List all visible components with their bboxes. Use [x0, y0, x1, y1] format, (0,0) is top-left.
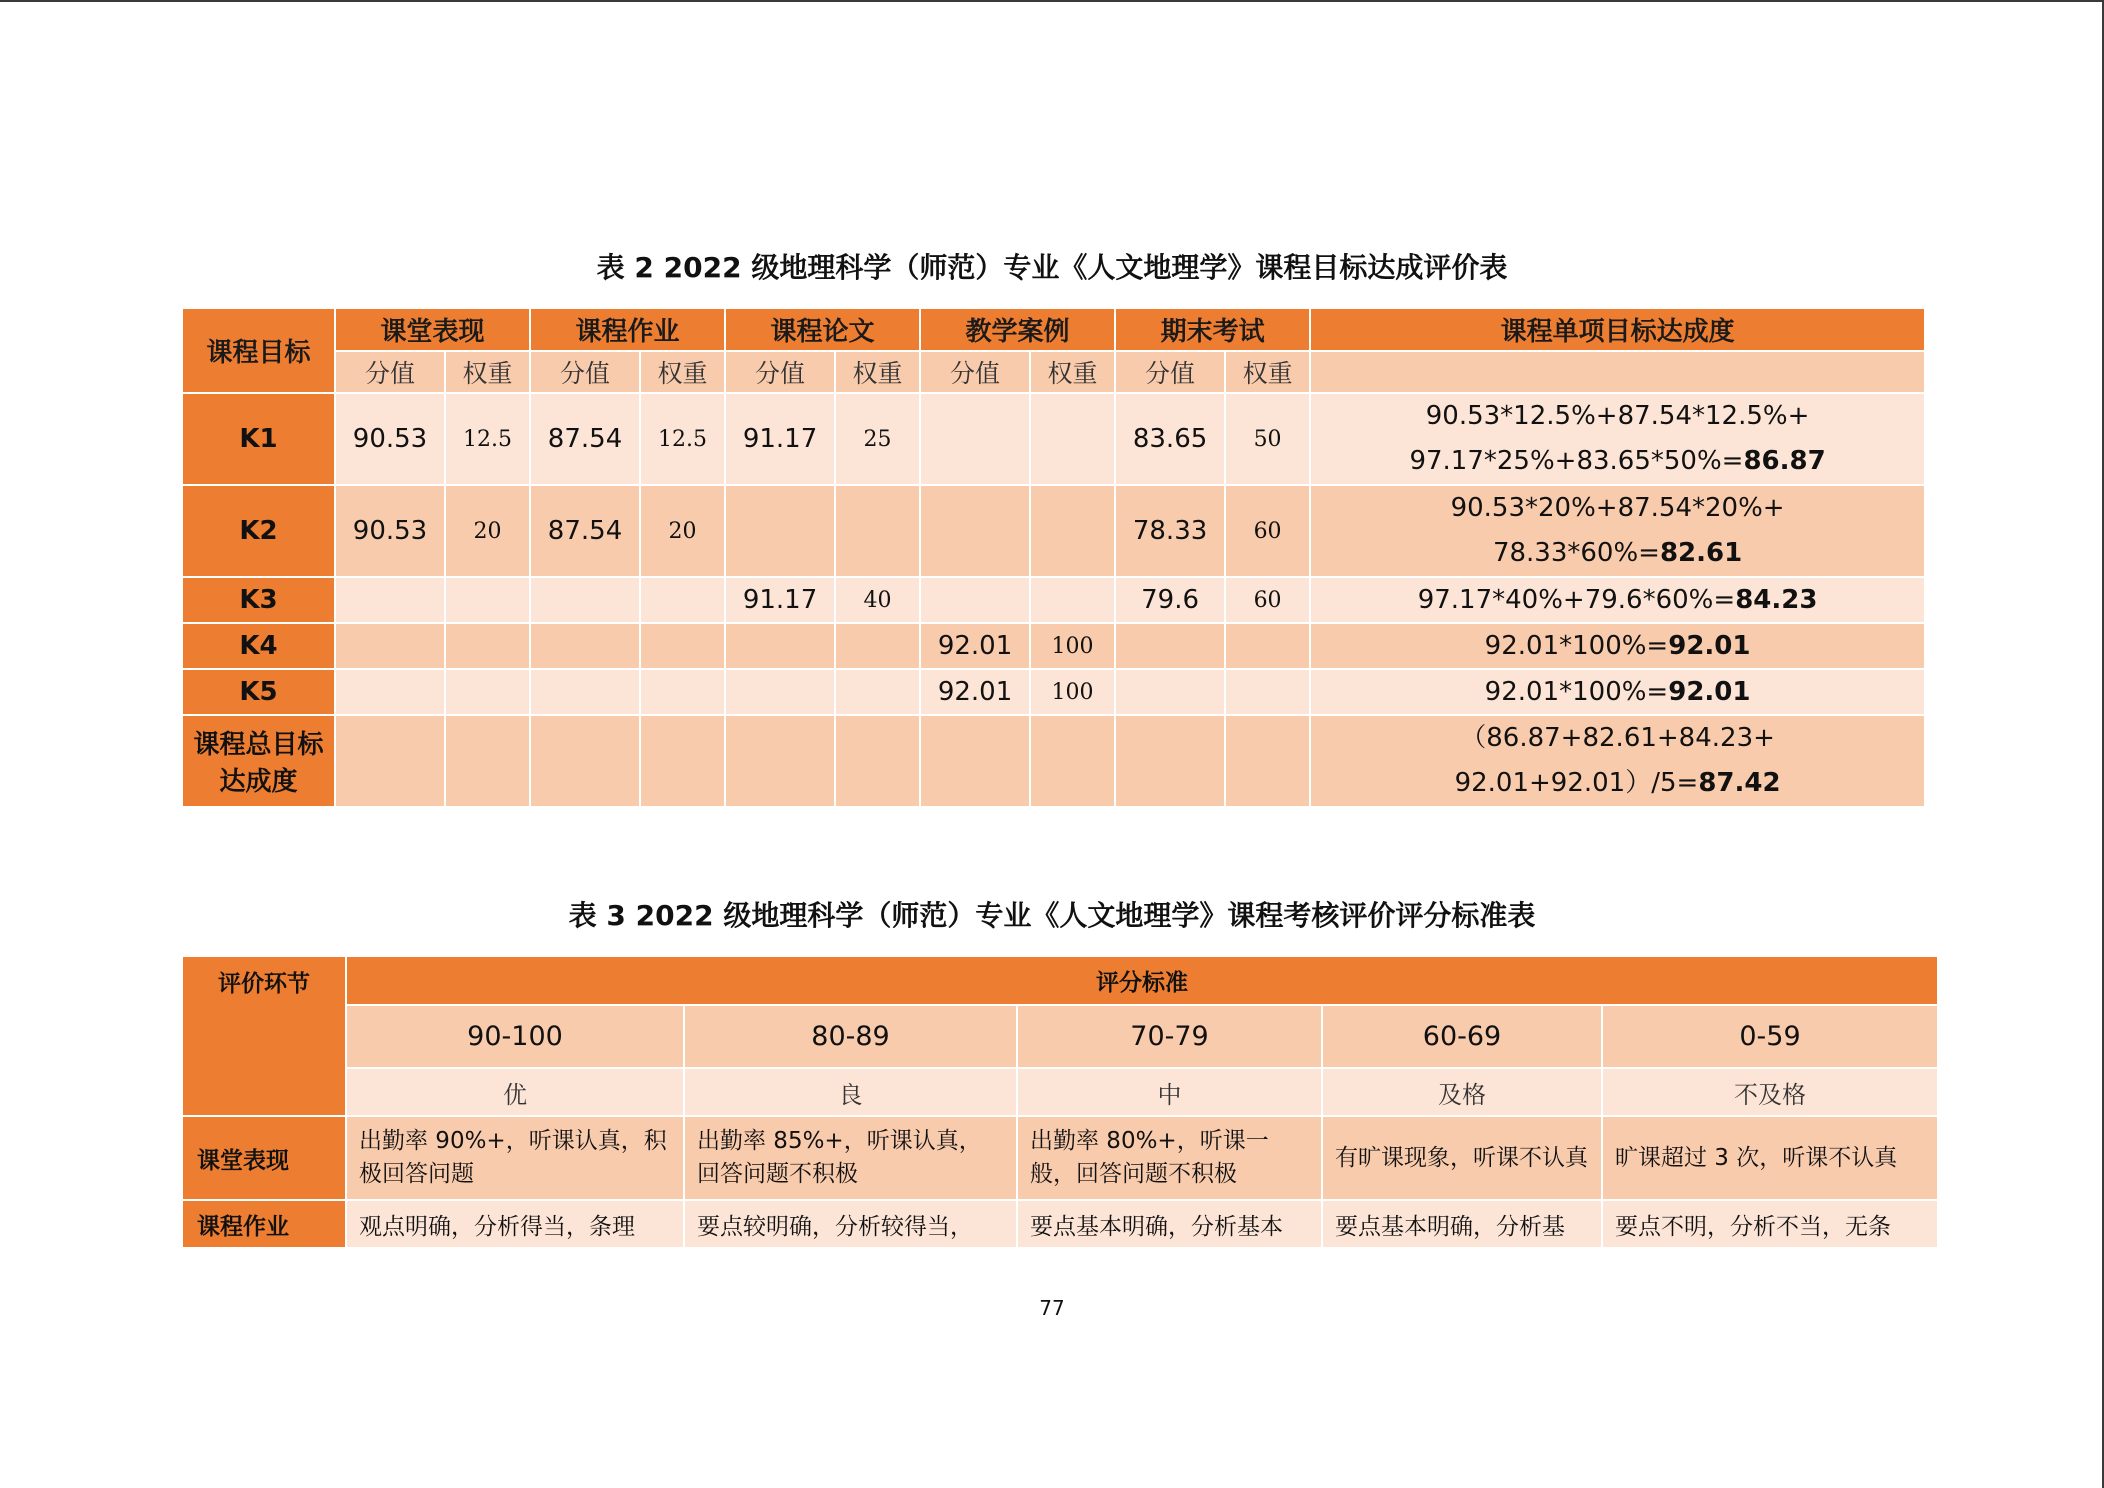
grading-criteria-table: [181, 955, 1939, 1249]
criteria-cell: 旷课超过 3 次，听课不认真: [1602, 1116, 1938, 1200]
grade-range: 80-89: [684, 1005, 1017, 1068]
result-cell: [1310, 623, 1925, 669]
cell: [725, 669, 835, 715]
result-cell: [1310, 577, 1925, 623]
cell: [530, 715, 640, 807]
score-subheader: 分值: [335, 351, 445, 393]
row-label: K4: [182, 623, 335, 669]
grade-range: 60-69: [1322, 1005, 1602, 1068]
table-row: [182, 1200, 1938, 1248]
corner-header: 评价环节: [182, 956, 346, 1116]
row-label: K2: [182, 485, 335, 577]
result-cell: [1310, 393, 1925, 485]
cell: [835, 669, 920, 715]
cell: 60: [1225, 577, 1310, 623]
result-value: 82.61: [1659, 538, 1743, 568]
table-row: [182, 485, 1925, 577]
result-value: 92.01: [1668, 677, 1751, 707]
cell: 100: [1030, 623, 1115, 669]
cell: [1225, 623, 1310, 669]
cell: 83.65: [1115, 393, 1225, 485]
weight-subheader: 权重: [640, 351, 725, 393]
cell: [1030, 715, 1115, 807]
result-formula: 92.01+92.01）/5=: [1454, 768, 1699, 798]
cell: 91.17: [725, 393, 835, 485]
score-subheader: 分值: [920, 351, 1030, 393]
achievement-table: [181, 307, 1926, 808]
result-value: 87.42: [1698, 768, 1781, 798]
criteria-cell: 出勤率 80%+，听课一般，回答问题不积极: [1017, 1116, 1322, 1200]
table-row: [182, 1116, 1938, 1200]
cell: 50: [1225, 393, 1310, 485]
cell: 90.53: [335, 393, 445, 485]
grade-level: 良: [684, 1068, 1017, 1116]
cell: 25: [835, 393, 920, 485]
cell: [530, 577, 640, 623]
cell: 12.5: [445, 393, 530, 485]
result-line: [1311, 761, 1924, 806]
cell: [1225, 669, 1310, 715]
cell: [530, 669, 640, 715]
result-formula: 92.01*100%=: [1484, 677, 1669, 707]
cell: [1115, 669, 1225, 715]
table-row-total: [182, 715, 1925, 807]
result-value: 92.01: [1668, 631, 1751, 661]
criteria-cell: 要点基本明确，分析基本: [1017, 1200, 1322, 1248]
cell: [1115, 623, 1225, 669]
cell: 79.6: [1115, 577, 1225, 623]
total-label-line: 达成度: [219, 767, 298, 797]
group-header: 期末考试: [1115, 308, 1310, 351]
row-label: K3: [182, 577, 335, 623]
criteria-cell: 出勤率 85%+，听课认真，回答问题不积极: [684, 1116, 1017, 1200]
cell: [1030, 577, 1115, 623]
criteria-cell: 要点较明确，分析较得当，: [684, 1200, 1017, 1248]
cell: [920, 393, 1030, 485]
criteria-cell: 有旷课现象，听课不认真: [1322, 1116, 1602, 1200]
cell: [335, 669, 445, 715]
result-cell: [1310, 485, 1925, 577]
total-label-line: 课程总目标: [193, 730, 324, 760]
criteria-cell: 出勤率 90%+，听课认真，积极回答问题: [346, 1116, 684, 1200]
criteria-header: 评分标准: [346, 956, 1938, 1005]
result-value: 84.23: [1735, 585, 1818, 615]
cell: 92.01: [920, 669, 1030, 715]
cell: 92.01: [920, 623, 1030, 669]
cell: 87.54: [530, 485, 640, 577]
score-subheader: 分值: [725, 351, 835, 393]
total-label: [182, 715, 335, 807]
row-label: 课程作业: [182, 1200, 346, 1248]
blank-subheader: [1310, 351, 1925, 393]
cell: [445, 715, 530, 807]
score-subheader: 分值: [530, 351, 640, 393]
grade-range: 90-100: [346, 1005, 684, 1068]
row-label: K1: [182, 393, 335, 485]
weight-subheader: 权重: [1225, 351, 1310, 393]
grade-level: 不及格: [1602, 1068, 1938, 1116]
criteria-cell: 要点不明，分析不当，无条: [1602, 1200, 1938, 1248]
cell: [920, 715, 1030, 807]
cell: [725, 715, 835, 807]
cell: [335, 577, 445, 623]
grade-level: 及格: [1322, 1068, 1602, 1116]
result-header: 课程单项目标达成度: [1310, 308, 1925, 351]
cell: [640, 669, 725, 715]
cell: [445, 669, 530, 715]
cell: 12.5: [640, 393, 725, 485]
row-label: K5: [182, 669, 335, 715]
cell: [1225, 715, 1310, 807]
cell: [445, 577, 530, 623]
cell: [725, 623, 835, 669]
page-border-top: [0, 0, 2104, 2]
cell: 60: [1225, 485, 1310, 577]
grade-level: 中: [1017, 1068, 1322, 1116]
cell: [640, 577, 725, 623]
cell: [335, 623, 445, 669]
group-header: 课程论文: [725, 308, 920, 351]
total-result-cell: [1310, 715, 1925, 807]
result-line: [1311, 439, 1924, 484]
weight-subheader: 权重: [1030, 351, 1115, 393]
corner-header: 课程目标: [182, 308, 335, 393]
cell: 100: [1030, 669, 1115, 715]
result-line: （86.87+82.61+84.23+: [1460, 723, 1775, 753]
weight-subheader: 权重: [445, 351, 530, 393]
criteria-cell: 要点基本明确，分析基: [1322, 1200, 1602, 1248]
cell: [835, 715, 920, 807]
result-value: 86.87: [1743, 446, 1826, 476]
weight-subheader: 权重: [835, 351, 920, 393]
table2-caption: 表 2 2022 级地理科学（师范）专业《人文地理学》课程目标达成评价表: [596, 251, 1508, 284]
cell: [1030, 485, 1115, 577]
cell: [920, 577, 1030, 623]
cell: [1115, 715, 1225, 807]
grade-range: 70-79: [1017, 1005, 1322, 1068]
cell: [640, 623, 725, 669]
cell: [835, 485, 920, 577]
grade-range: 0-59: [1602, 1005, 1938, 1068]
cell: [530, 623, 640, 669]
score-subheader: 分值: [1115, 351, 1225, 393]
cell: 78.33: [1115, 485, 1225, 577]
table-row: [182, 577, 1925, 623]
table3-caption: 表 3 2022 级地理科学（师范）专业《人文地理学》课程考核评价评分标准表: [568, 899, 1536, 932]
group-header: 课程作业: [530, 308, 725, 351]
cell: [640, 715, 725, 807]
cell: 20: [640, 485, 725, 577]
cell: [335, 715, 445, 807]
table-row: [182, 393, 1925, 485]
result-line: 90.53*12.5%+87.54*12.5%+: [1425, 401, 1810, 431]
cell: 91.17: [725, 577, 835, 623]
cell: 87.54: [530, 393, 640, 485]
cell: [1030, 393, 1115, 485]
grade-level: 优: [346, 1068, 684, 1116]
table-row: [182, 623, 1925, 669]
cell: [920, 485, 1030, 577]
cell: 20: [445, 485, 530, 577]
cell: [835, 623, 920, 669]
page-number: 77: [1039, 1296, 1065, 1320]
cell: 90.53: [335, 485, 445, 577]
cell: 40: [835, 577, 920, 623]
table-row: [182, 669, 1925, 715]
result-formula: 78.33*60%=: [1492, 538, 1660, 568]
group-header: 课堂表现: [335, 308, 530, 351]
result-formula: 97.17*25%+83.65*50%=: [1409, 446, 1744, 476]
result-line: 90.53*20%+87.54*20%+: [1450, 493, 1785, 523]
group-header: 教学案例: [920, 308, 1115, 351]
result-cell: [1310, 669, 1925, 715]
result-line: [1311, 531, 1924, 576]
result-formula: 97.17*40%+79.6*60%=: [1417, 585, 1736, 615]
cell: [725, 485, 835, 577]
row-label: 课堂表现: [182, 1116, 346, 1200]
result-formula: 92.01*100%=: [1484, 631, 1669, 661]
criteria-cell: 观点明确，分析得当，条理: [346, 1200, 684, 1248]
cell: [445, 623, 530, 669]
